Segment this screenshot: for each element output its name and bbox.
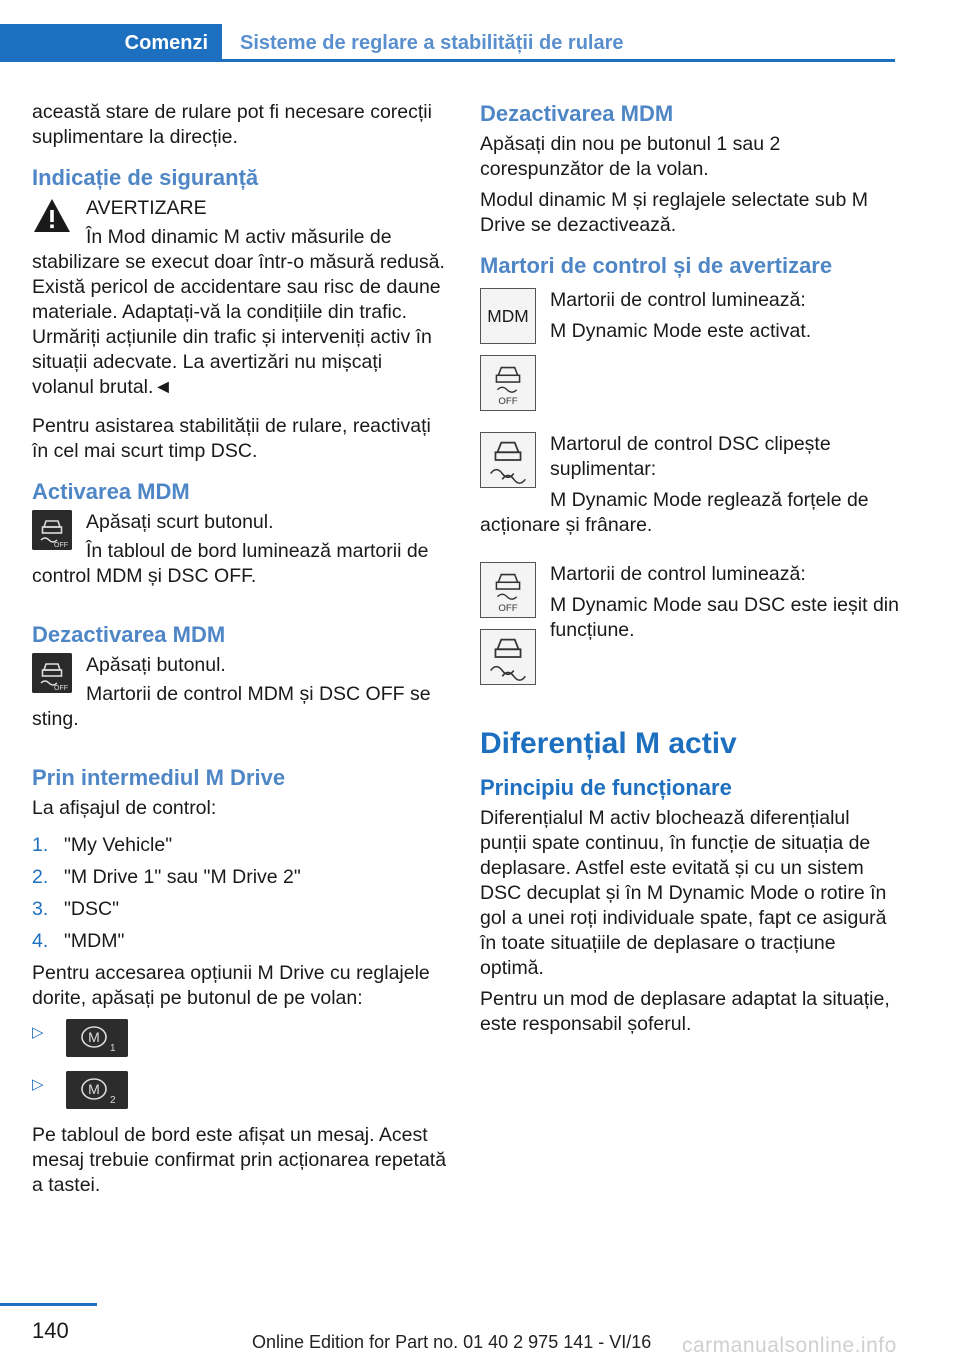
edition-text: Online Edition for Part no. 01 40 2 975 141 - VI/16 [252,1332,652,1352]
list-item: 3. "DSC" [32,898,120,920]
right-deactivate-text1: Apăsați din nou pe butonul 1 sau 2 corespunzător de la volan. [480,133,781,180]
page-header [0,24,895,62]
m-drive-1-row [32,1019,447,1057]
lamp-group-2-a: Martorul de control DSC clipește suplimentar: [550,433,831,480]
list-item: 4. "MDM" [32,930,125,952]
svg-text:MDM: MDM [487,305,529,326]
reactivate-text: Pentru asistarea stabilității de rulare, reactivați în cel mai scurt timp DSC. [32,415,431,462]
svg-text:OFF: OFF [498,396,518,408]
safety-heading: Indicație de siguranță [32,165,259,190]
lamp-group-1-a: Martorii de control luminează: [550,289,806,311]
activate-heading: Activarea MDM [32,479,190,504]
diff-title: Diferențial M activ [480,727,737,760]
intro-text: această stare de rulare pot fi necesare corecții suplimentare la direcție. [32,101,432,148]
svg-text:1: 1 [110,1043,116,1054]
m-drive-2-button-icon [66,1071,128,1109]
svg-text:OFF: OFF [54,685,68,692]
lamps-heading: Martori de control și de avertizare [480,253,833,278]
svg-text:2: 2 [110,1095,116,1106]
deactivate-result: Martorii de control MDM și DSC OFF se sting. [32,683,431,730]
list-item: 1. "My Vehicle" [32,834,173,856]
deactivate-step: Apăsați butonul. [86,654,226,676]
dsc-lamp-icon [480,629,536,685]
mdrive-access: Pentru accesarea opțiunii M Drive cu reglajele dorite, apăsați pe butonul de pe volan: [32,962,430,1009]
footer-line [0,1303,97,1306]
activate-result: În tabloul de bord luminează martorii de control MDM și DSC OFF. [32,540,429,587]
dsc-lamp-icon [480,432,536,488]
mdrive-intro: La afișajul de control: [32,797,217,819]
dsc-off-button-icon [32,653,72,693]
page-number: 140 [32,1318,69,1343]
right-deactivate-heading: Dezactivarea MDM [480,101,674,126]
warning-triangle-icon [32,196,72,236]
svg-text:OFF: OFF [54,542,68,549]
svg-text:M: M [88,1029,100,1045]
deactivate-heading: Dezactivarea MDM [32,622,226,647]
warning-label: AVERTIZARE [86,197,207,219]
dsc-off-lamp-icon [480,355,536,411]
lamp-group-2-b: M Dynamic Mode reglează forțele de acționare și frânare. [480,489,869,536]
m-drive-1-button-icon [66,1019,128,1057]
lamp-group-3 [480,562,900,696]
lamp-group-2 [480,432,900,544]
lamp-group-3-a: Martorii de control luminează: [550,563,806,585]
watermark: carmanualsonline.info [682,1334,897,1357]
right-column [480,100,900,1043]
mdrive-heading: Prin intermediul M Drive [32,765,286,790]
bullet-triangle: ▷ [32,1024,44,1041]
svg-text:M: M [88,1081,100,1097]
right-deactivate-text2: Modul dinamic M și reglajele selectate sub M Drive se dezactivează. [480,189,869,236]
m-drive-2-row [32,1071,447,1109]
diff-text1: Diferențialul M activ blochează diferențialul punții spate continuu, în funcție de situația de deplasare. Astfel este evitată și cu un sistem DSC decuplat și în M Dynamic Mode o rotire în gol a unei roți individuale spate, fapt ce asigură în toate situațiile de deplasare o tracțiune optimă. [480,807,887,979]
dsc-off-lamp-icon [480,562,536,618]
activate-step: Apăsați scurt butonul. [86,511,274,533]
bullet-triangle: ▷ [32,1076,44,1093]
lamp-group-3-b: M Dynamic Mode sau DSC este ieșit din funcțiune. [550,594,899,641]
warning-text: În Mod dinamic M activ măsurile de stabilizare se execut doar într-o măsură redusă. Există pericol de accidentare sau risc de daune materiale. Adaptați-vă la condițiile din trafic. Urmăriți acțiunile din trafic și interveniți activ în situații adecvate. La avertizări nu mișcați volanul brutal.◄ [32,226,445,398]
lamp-group-1 [480,288,900,422]
list-item: 2. "M Drive 1" sau "M Drive 2" [32,866,301,888]
lamp-group-1-b: M Dynamic Mode este activat. [550,320,812,342]
left-column [32,100,447,1204]
svg-text:OFF: OFF [498,603,518,615]
section-title: Sisteme de reglare a stabilității de rulare [240,32,624,54]
mdm-lamp-icon [480,288,536,344]
diff-text2: Pentru un mod de deplasare adaptat la situație, este responsabil șoferul. [480,988,890,1035]
diff-subheading: Principiu de funcționare [480,775,732,800]
dsc-off-button-icon [32,510,72,550]
chapter-tab[interactable]: Comenzi [0,24,222,62]
mdrive-message: Pe tabloul de bord este afișat un mesaj. Acest mesaj trebuie confirmat prin acționarea repetată a tastei. [32,1124,447,1196]
